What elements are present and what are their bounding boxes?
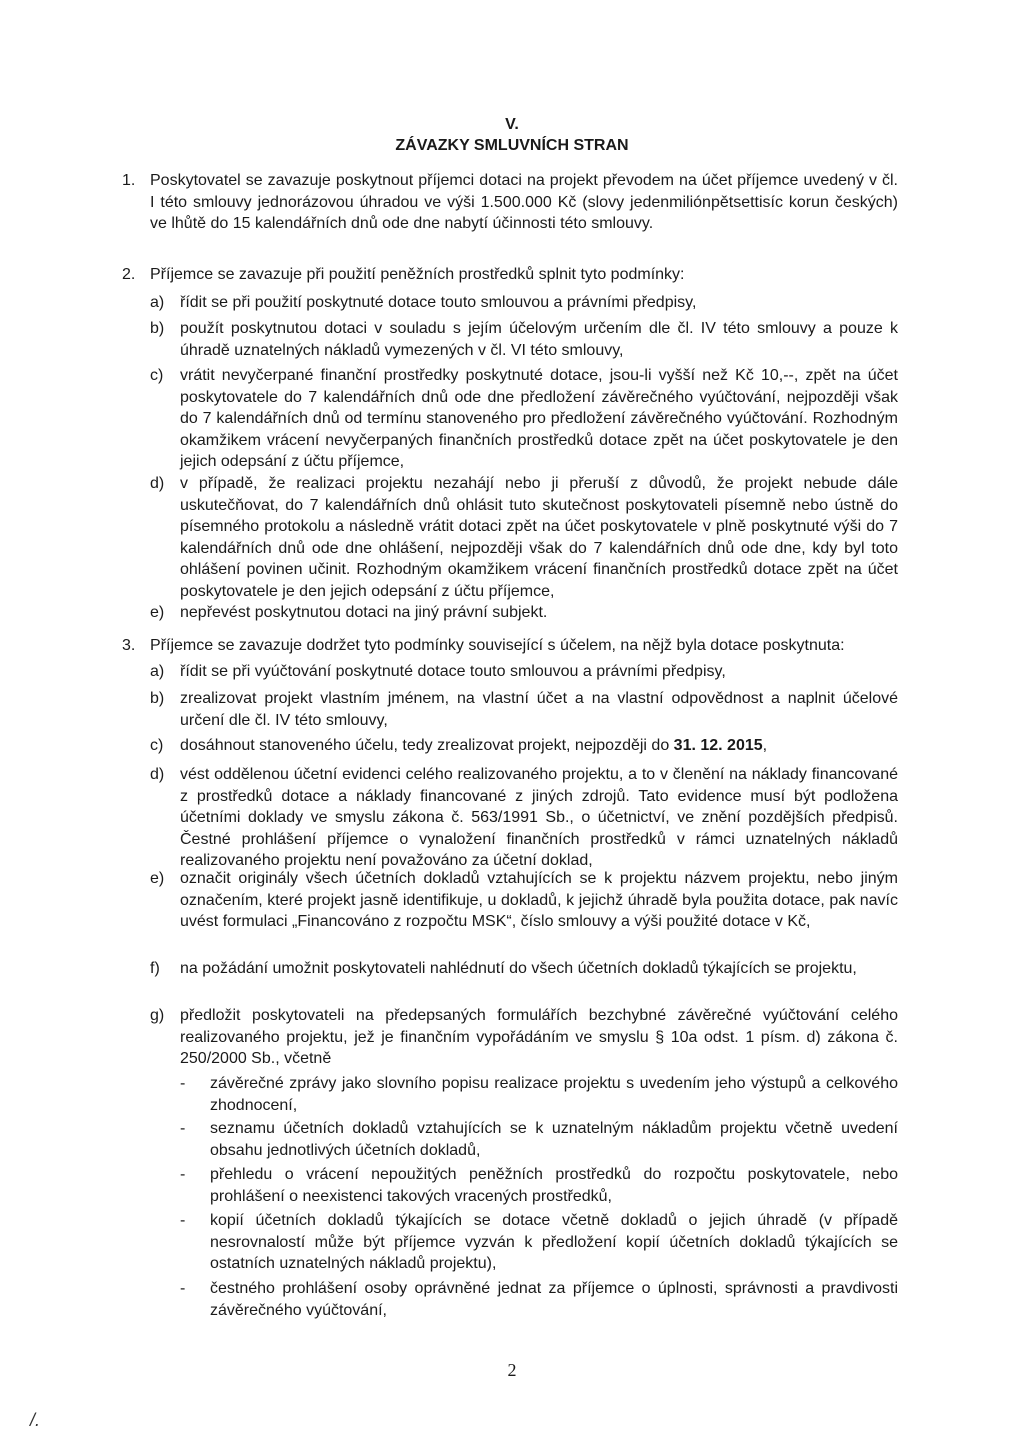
list-item-label: b) [150,320,165,337]
section-title: ZÁVAZKY SMLUVNÍCH STRAN [395,137,629,154]
list-item-label: a) [150,663,165,680]
list-item-text: řídit se při vyúčtování poskytnuté dotace touto smlouvou a právními předpisy, [180,663,726,680]
list-item-label: e) [150,870,165,887]
list-item-text [180,735,898,757]
list-item-label: f) [150,960,160,977]
list-item-label: d) [150,475,165,492]
list-item-text: na požádání umožnit poskytovateli nahlédnutí do všech účetních dokladů týkajících se projektu, [180,960,857,977]
margin-mark: /. [30,1410,41,1430]
list-item-label: c) [150,737,164,754]
page-number: 2 [507,1360,517,1380]
list-item-text: vrátit nevyčerpané finanční prostředky poskytnuté dotace, jsou-li vyšší než Kč 10,--, zpět na účet poskytovatele do 7 kalendářních dnů ode dne předložení závěrečného vyúčtování, nejpozději však do 7 kalendářních dnů od termínu stanoveného pro předložení závěrečného vyúčtování. Rozhodným okamžikem vrácení nevyčerpaných finančních prostředků dotace zpět na účet poskytovatele je den jejich odepsání z účtu příjemce, [180,367,898,471]
sub-list-item-text: seznamu účetních dokladů vztahujících se k uznatelným nákladům projektu včetně uvedení obsahu jednotlivých účetních dokladů, [210,1120,898,1159]
paragraph-3-number: 3. [122,637,136,654]
list-item-text: označit originály všech účetních dokladů vztahujících se k projektu názvem projektu, nebo jiným označením, které projekt jasně identifikuje, u dokladů, k jejichž úhradě byla použita dotace, pak navíc uvést formulaci „Financováno z rozpočtu MSK“, číslo smlouvy a výši použité dotace v Kč, [180,870,898,931]
sub-list-item-text: závěrečné zprávy jako slovního popisu realizace projektu s uvedením jeho výstupů a celkového zhodnocení, [210,1075,898,1114]
paragraph-1-number: 1. [122,172,136,189]
paragraph-2-intro: Příjemce se zavazuje při použití peněžních prostředků splnit tyto podmínky: [150,266,685,283]
deadline-text: dosáhnout stanoveného účelu, tedy zrealizovat projekt, nejpozději do [180,737,674,754]
list-item-text: řídit se při použití poskytnuté dotace touto smlouvou a právními předpisy, [180,294,697,311]
paragraph-2-number: 2. [122,266,136,283]
list-item-text: nepřevést poskytnutou dotaci na jiný právní subjekt. [180,604,548,621]
list-item-label: e) [150,604,165,621]
sub-list-item-text: kopií účetních dokladů týkajících se dotace včetně dokladů o jejich úhradě (v případě nesrovnalostí může být příjemce vyzván k předložení kopií účetních dokladů týkajících se ostatních uznatelných nákladů projektu), [210,1212,898,1273]
bullet-dash: - [180,1166,186,1183]
sub-list-item-text: přehledu o vrácení nepoužitých peněžních prostředků do rozpočtu poskytovatele, nebo prohlášení o neexistenci takových vracených prostředků, [210,1166,898,1205]
paragraph-1-text: Poskytovatel se zavazuje poskytnout příjemci dotaci na projekt převodem na účet příjemce uvedený v čl. I této smlouvy jednorázovou úhradou ve výši 1.500.000 Kč (slovy jedenmiliónpětsettisíc korun českých) ve lhůtě do 15 kalendářních dnů ode dne nabytí účinnosti této smlouvy. [150,172,898,233]
list-item-label: d) [150,766,165,783]
list-item-label: c) [150,367,164,384]
bullet-dash: - [180,1120,186,1137]
list-item-text: v případě, že realizaci projektu nezahájí nebo ji přeruší z důvodů, že projekt nebude dále uskutečňovat, do 7 kalendářních dnů ohlásit tuto skutečnost poskytovateli písemně nebo ústně do písemného protokolu a následně vrátit dotaci zpět na účet poskytovatele v plně poskytnuté výši do 7 kalendářních dnů ode dne ohlášení, nejpozději však do 7 kalendářních dnů ode dne, kdy byl toto ohlášení povinen učinit. Rozhodným okamžikem vrácení finančních prostředků dotace zpět na účet poskytovatele je den jejich odepsání z účtu příjemce, [180,475,898,600]
section-number: V. [505,116,519,133]
list-item-text: zrealizovat projekt vlastním jménem, na vlastní účet a na vlastní odpovědnost a naplnit účelové určení dle čl. IV této smlouvy, [180,690,898,729]
sub-list-item-text: čestného prohlášení osoby oprávněné jednat za příjemce o úplnosti, správnosti a pravdivosti závěrečného vyúčtování, [210,1280,898,1319]
list-item-label: a) [150,294,165,311]
paragraph-3-intro: Příjemce se zavazuje dodržet tyto podmínky související s účelem, na nějž byla dotace poskytnuta: [150,637,845,654]
bullet-dash: - [180,1075,186,1092]
bullet-dash: - [180,1212,186,1229]
list-item-text: předložit poskytovateli na předepsaných formulářích bezchybné závěrečné vyúčtování celého realizovaného projektu, jež je finančním vypořádáním ve smyslu § 10a odst. 1 písm. d) zákona č. 250/2000 Sb., včetně [180,1007,898,1068]
deadline-punct: , [762,737,768,754]
bullet-dash: - [180,1280,186,1297]
list-item-label: b) [150,690,165,707]
list-item-text: vést oddělenou účetní evidenci celého realizovaného projektu, a to v členění na náklady financované z prostředků dotace a náklady financované z jiných zdrojů. Tato evidence musí být podložena účetními doklady ve smyslu zákona č. 563/1991 Sb., o účetnictví, ve znění pozdějších předpisů. Čestné prohlášení příjemce o vynaložení finančních prostředků v rámci uznatelných nákladů realizovaného projektu není považováno za účetní doklad, [180,766,898,870]
deadline-date: 31. 12. 2015 [673,737,763,754]
list-item-label: g) [150,1007,165,1024]
list-item-text: použít poskytnutou dotaci v souladu s jejím účelovým určením dle čl. IV této smlouvy a pouze k úhradě uznatelných nákladů vymezených v čl. VI této smlouvy, [180,320,898,359]
